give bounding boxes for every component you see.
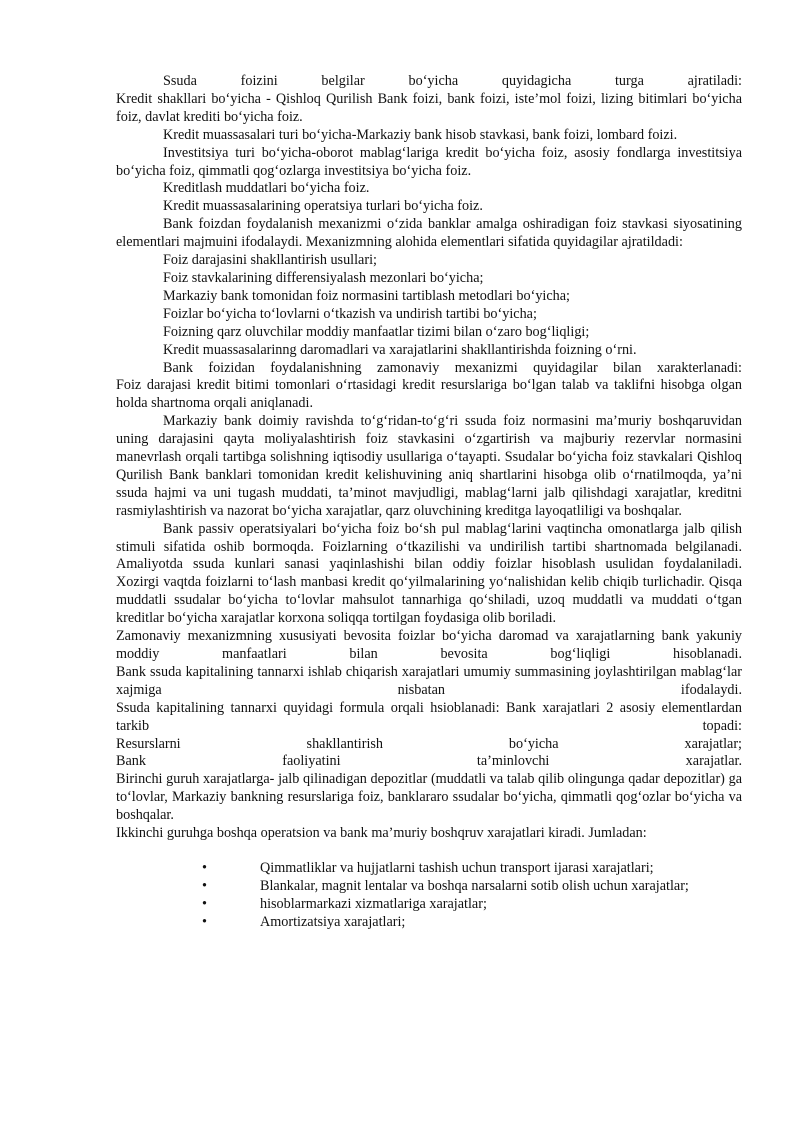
paragraph: Ssuda foizini belgilar bo‘yicha quyidagicha turga ajratiladi: [163, 73, 742, 89]
list-item [202, 914, 742, 932]
list-item-text: Blankalar, magnit lentalar va boshqa narsalarni sotib olish uchun xarajatlar; [260, 877, 689, 894]
paragraph: Foiz darajasi kredit bitimi tomonlari o‘rtasidagi kredit resurslariga bo‘lgan talab va taklifni hisobga olgan holda shartnoma orqali aniqlanadi. [116, 377, 742, 412]
paragraph: Kredit muassasalari turi bo‘yicha-Markaziy bank hisob stavkasi, bank foizi, lombard foizi. [163, 126, 678, 143]
bullet-icon: • [202, 913, 207, 930]
paragraph: Bank ssuda kapitalining tannarxi ishlab chiqarish xarajatlari umumiy summasining joylashtirilgan mablag‘lar xajmiga nisbatan ifodalaydi. [116, 663, 742, 698]
bullet-icon: • [202, 859, 207, 876]
paragraph: Kredit muassasalarinng daromadlari va xarajatlarini shakllantirishda foizning o‘rni. [163, 341, 637, 358]
paragraph: Investitsiya turi bo‘yicha-oborot mablag‘lariga kredit bo‘yicha foiz, asosiy fondlarga investitsiya bo‘yicha foiz, qimmatli qog‘ozlarga investitsiya bo‘yicha foiz. [116, 144, 742, 179]
paragraph: Markaziy bank tomonidan foiz normasini tartiblash metodlari bo‘yicha; [163, 287, 570, 304]
paragraph: Birinchi guruh xarajatlarga- jalb qilinadigan depozitlar (muddatli va talab qilib olingunga qadar depozitlar) ga to‘lovlar, Markaziy bankning resurslariga foiz, banklararo ssudalar bo‘yicha, qimmatli qog‘ozlar bo‘yicha va boshqalar. [116, 771, 742, 824]
paragraph: Bank passiv operatsiyalari bo‘yicha foiz bo‘sh pul mablag‘larini vaqtincha omonatlarga jalb qilish stimuli sifatida oshib bormoqda. Foizlarning o‘tkazilishi va undirilish tartibi shartnomada belgilanadi. Amaliyotda ssuda kunlari sanasi yaqinlashishi bilan oddiy foizlar hisoblash usulidan foydalaniladi. [116, 520, 742, 573]
paragraph: Kredit muassasalarining operatsiya turlari bo‘yicha foiz. [163, 198, 483, 215]
bullet-icon: • [202, 895, 207, 912]
paragraph: Zamonaviy mexanizmning xususiyati bevosita foizlar bo‘yicha daromad va xarajatlarning bank yakuniy moddiy manfaatlari bilan bevosita bog‘liqligi hisoblanadi. [116, 628, 742, 662]
paragraph: Markaziy bank doimiy ravishda to‘g‘ridan-to‘g‘ri ssuda foiz normasini ma’muriy boshqaruvidan uning darajasini qayta moliyalashtirish foiz stavkasini o‘zgartirish va majburiy rezervlar normasini manevrlash orqali tartibga solishning iqtisodiy usullariga o‘tayapti. Ssudalar bo‘yicha foiz stavkalari Qishloq Qurilish Bank banklari tomonidan kredit kelishuvining aniq shartlarini hisobga olib o‘rnatilmoqda, ya’ni ssuda hajmi va uni tugash muddati, ta’minot mavjudligi, mablag‘larni jalb qilishdagi xarajatlar, kreditni rasmiylashtirish va nazorat bo‘yicha xarajatlar, qarz oluvchining kreditga layoqatliligi va boshqalar. [116, 413, 742, 519]
list-item-text: Amortizatsiya xarajatlari; [260, 913, 406, 930]
list-item [202, 860, 742, 878]
paragraph: Bank faoliyatini ta’minlovchi xarajatlar. [116, 753, 742, 770]
list-item [202, 896, 742, 914]
list-item-text: hisoblarmarkazi xizmatlariga xarajatlar; [260, 895, 487, 912]
paragraph: Bank foizidan foydalanishning zamonaviy mexanizmi quyidagilar bilan xarakterlanadi: [163, 359, 742, 376]
bullet-icon: • [202, 877, 207, 894]
paragraph: Kredit shakllari bo‘yicha - Qishloq Qurilish Bank foizi, bank foizi, iste’mol foizi, lizing bitimlari bo‘yicha foiz, davlat krediti bo‘yicha foiz. [116, 90, 742, 125]
document-body [116, 73, 742, 843]
bullet-list [116, 860, 742, 932]
paragraph: Foiz stavkalarining differensiyalash mezonlari bo‘yicha; [163, 269, 484, 286]
paragraph: Kreditlash muddatlari bo‘yicha foiz. [163, 180, 370, 197]
paragraph: Foiz darajasini shakllantirish usullari; [163, 252, 377, 269]
paragraph: Foizning qarz oluvchilar moddiy manfaatlar tizimi bilan o‘zaro bog‘liqligi; [163, 323, 590, 340]
paragraph: Ikkinchi guruhga boshqa operatsion va bank ma’muriy boshqruv xarajatlari kiradi. Jumladan: [116, 825, 647, 842]
paragraph: Xozirgi vaqtda foizlarni to‘lash manbasi kredit qo‘yilmalarining yo‘nalishidan kelib chiqib turlichadir. Qisqa muddatli ssudalar bo‘yicha to‘lovlar mahsulot tannarhiga qo‘shiladi, uzoq muddatli va muddati o‘tgan kreditlar bo‘yicha xarajatlar korxona soliqqa tortilgan foydasiga olib boriladi. [116, 574, 742, 627]
list-item-text: Qimmatliklar va hujjatlarni tashish uchun transport ijarasi xarajatlari; [260, 859, 654, 876]
paragraph: Resurslarni shakllantirish bo‘yicha xarajatlar; [116, 735, 742, 752]
list-item [202, 878, 742, 896]
paragraph: Foizlar bo‘yicha to‘lovlarni o‘tkazish va undirish tartibi bo‘yicha; [163, 305, 537, 322]
paragraph: Bank foizdan foydalanish mexanizmi o‘zida banklar amalga oshiradigan foiz stavkasi siyosatining elementlari majmuini ifodalaydi. Mexanizmning alohida elementlari sifatida quyidagilar ajratildadi: [116, 216, 742, 251]
paragraph: Ssuda kapitalining tannarxi quyidagi formula orqali hsioblanadi: Bank xarajatlari 2 asosiy elementlardan tarkib topadi: [116, 699, 742, 734]
